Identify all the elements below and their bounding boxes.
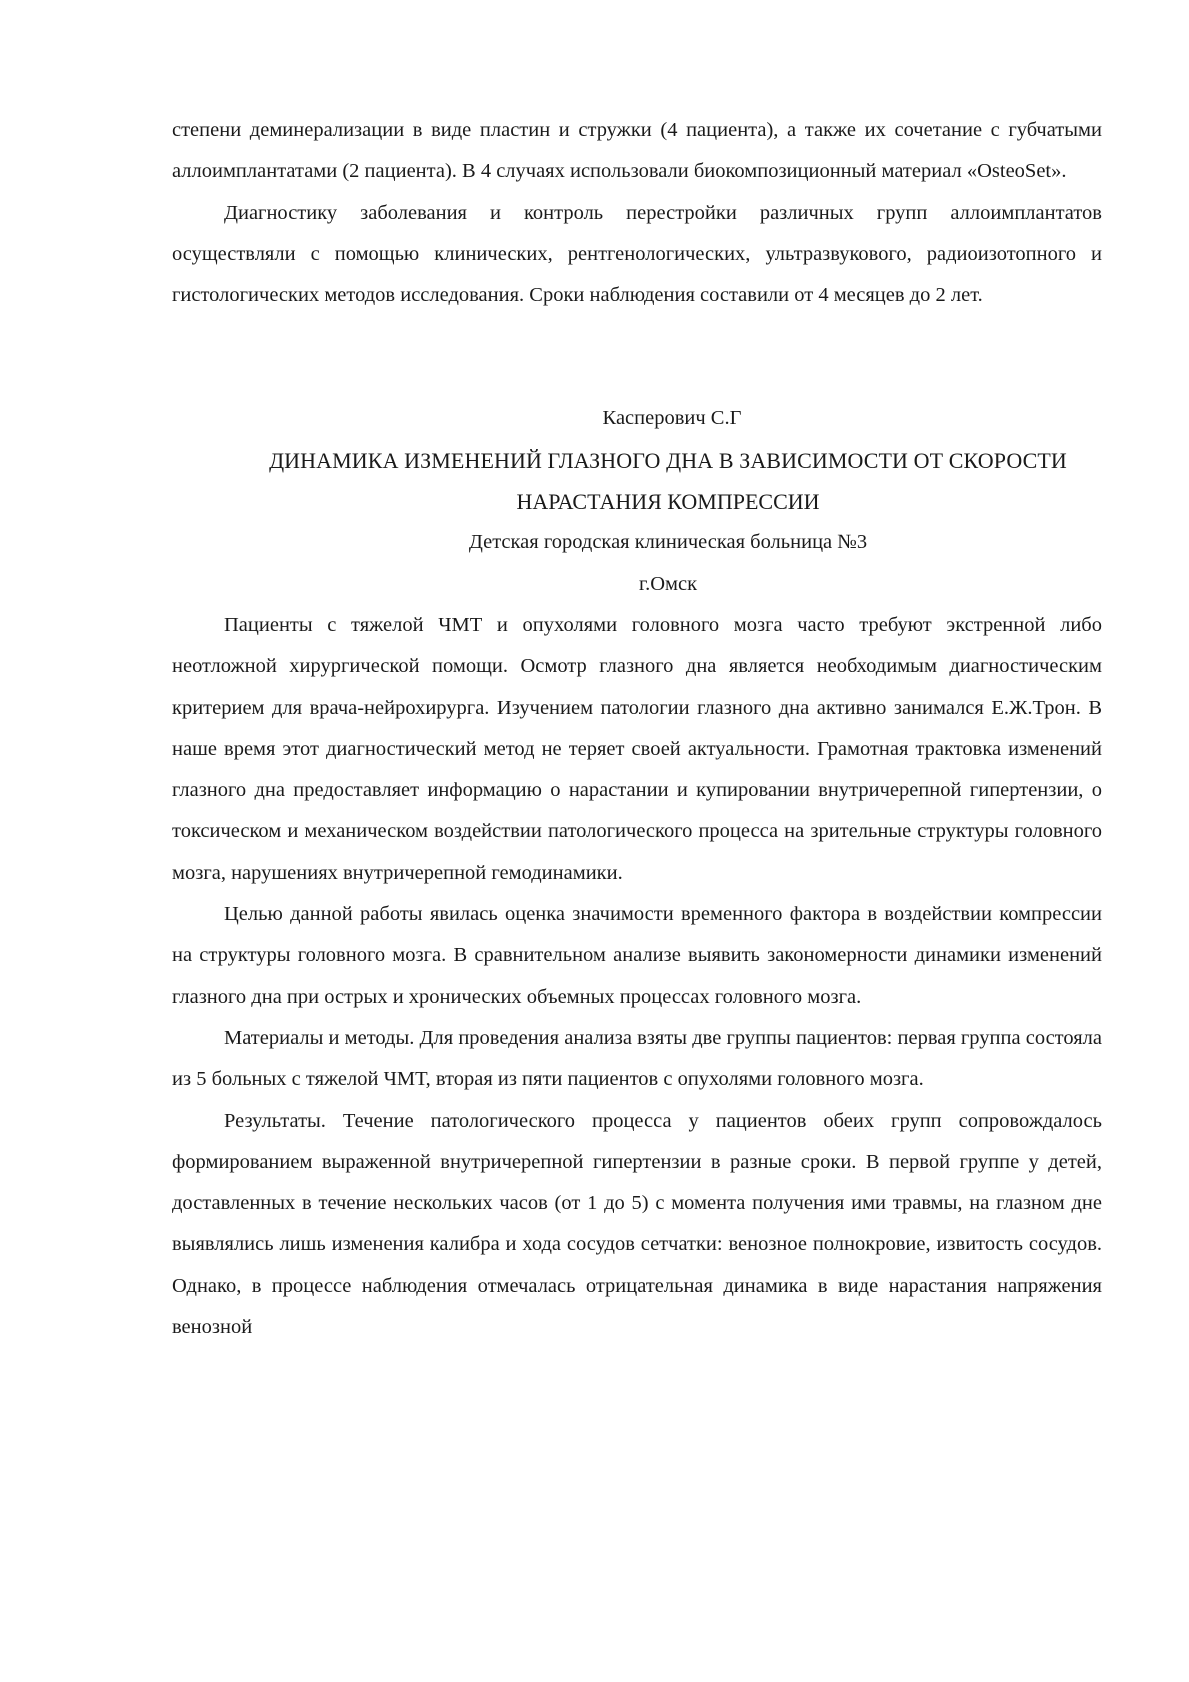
body-paragraph-methods: Материалы и методы. Для проведения анализа взяты две группы пациентов: первая группа состояла из 5 больных с тяжелой ЧМТ, вторая из пяти пациентов с опухолями головного мозга. xyxy=(172,1026,1102,1091)
article-city: г.Омск xyxy=(638,572,698,595)
body-paragraph-goal: Целью данной работы явилась оценка значимости временного фактора в воздействии компрессии на структуры головного мозга. В сравнительном анализе выявить закономерности динамики изменений глазного дна при острых и хронических объемных процессах головного мозга. xyxy=(172,903,1102,1008)
body-paragraph-intro: Пациенты с тяжелой ЧМТ и опухолями головного мозга часто требуют экстренной либо неотложной хирургической помощи. Осмотр глазного дна является необходимым диагностическим критерием для врача-нейрохирурга. Изучением патологии глазного дна активно занимался Е.Ж.Трон. В наше время этот диагностический метод не теряет своей актуальности. Грамотная трактовка изменений глазного дна предоставляет информацию о нарастании и купировании внутричерепной гипертензии, о токсическом и механическом воздействии патологического процесса на зрительные структуры головного мозга, нарушениях внутричерепной гемодинамики. xyxy=(172,613,1102,884)
article-title-line-1: ДИНАМИКА ИЗМЕНЕНИЙ ГЛАЗНОГО ДНА В ЗАВИСИМОСТИ ОТ СКОРОСТИ xyxy=(269,447,1067,473)
section-gap xyxy=(172,316,1102,398)
body-paragraph-results: Результаты. Течение патологического процесса у пациентов обеих групп сопровождалось формированием выраженной внутричерепной гипертензии в разные сроки. В первой группе у детей, доставленных в течение нескольких часов (от 1 до 5) с момента получения ими травмы, на глазном дне выявлялись лишь изменения калибра и хода сосудов сетчатки: венозное полнокровие, извитость сосудов. Однако, в процессе наблюдения отмечалась отрицательная динамика в виде нарастания напряжения венозной xyxy=(172,1109,1102,1339)
diagnostics-paragraph: Диагностику заболевания и контроль перестройки различных групп аллоимплантатов осуществляли с помощью клинических, рентгенологических, ультразвукового, радиоизотопного и гистологических методов исследования. Сроки наблюдения составили от 4 месяцев до 2 лет. xyxy=(172,201,1102,307)
article-institution: Детская городская клиническая больница №3 xyxy=(468,531,868,554)
article-title-line-2: НАРАСТАНИЯ КОМПРЕССИИ xyxy=(516,489,820,515)
page-content xyxy=(172,110,1102,1348)
article-author: Касперович С.Г xyxy=(602,407,742,430)
continued-paragraph: степени деминерализации в виде пластин и стружки (4 пациента), а также их сочетание с губчатыми аллоимплантатами (2 пациента). В 4 случаях использовали биокомпозиционный материал «OsteoSet». xyxy=(172,119,1102,183)
